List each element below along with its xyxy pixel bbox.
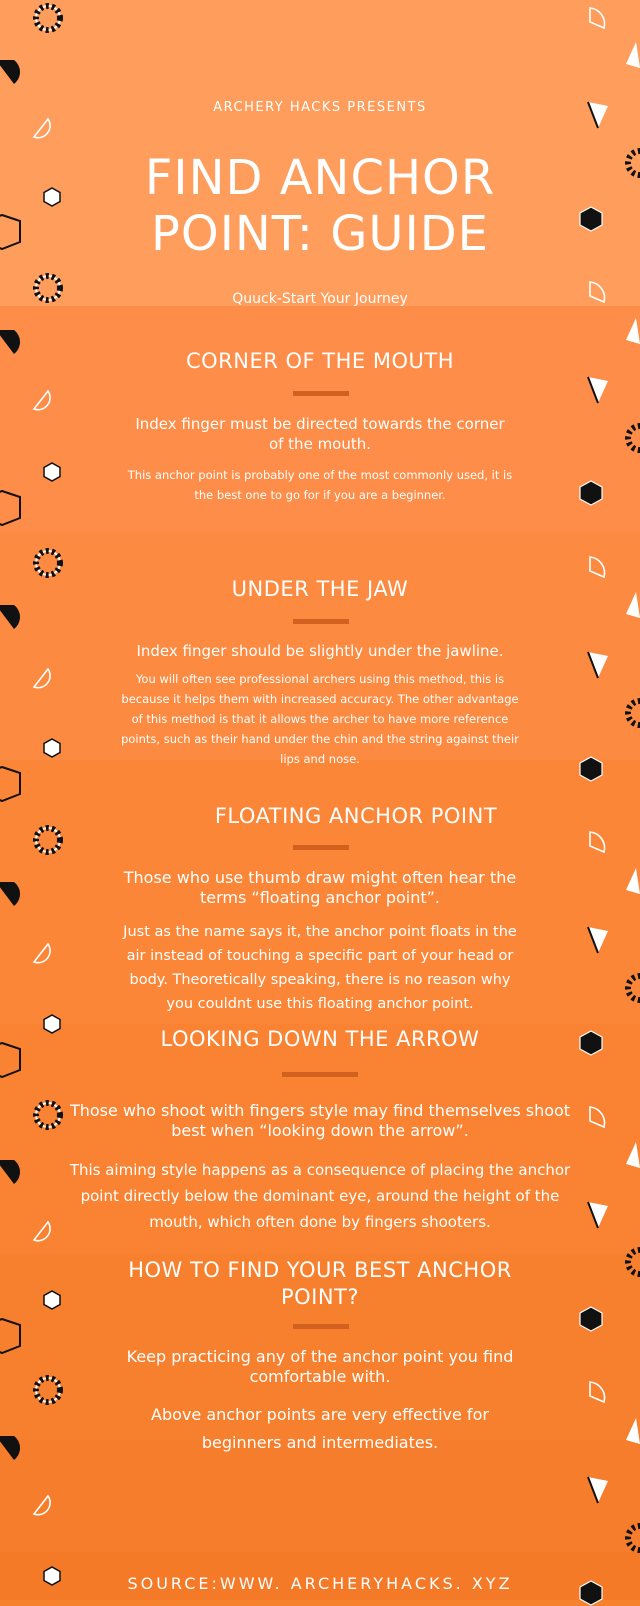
section-heading-under-the-jaw: UNDER THE JAW [231,577,409,601]
section-lead [0,1347,640,1387]
lead-line: Index finger should be slightly under the jawline. [136,642,504,660]
footer-source: SOURCE:WWW. ARCHERYHACKS. XYZ [127,1574,513,1593]
body-line: You will often see professional archers using this method, this is [135,672,505,686]
spiky-ring-icon [622,1520,640,1556]
section-body [0,669,640,769]
section-heading-looking-down-the-arrow: LOOKING DOWN THE ARROW [160,1027,480,1051]
body-line: point directly below the dominant eye, around the height of the [80,1187,560,1205]
body-line: Just as the name says it, the anchor point floats in the [123,924,517,940]
body-line: Above anchor points are very effective for [151,1405,489,1424]
section-body [0,1157,640,1235]
lead-line: of the mouth. [268,435,372,453]
subtitle-text: Quuck-Start Your Journey [232,291,408,307]
heading-line: HOW TO FIND YOUR BEST ANCHOR [128,1258,512,1282]
section-lead [0,641,640,661]
quarter-circle-icon [30,115,52,139]
section-heading-how-to-find [0,1257,640,1311]
body-line: the best one to go for if you are a beginner. [194,488,446,502]
lead-line: Index finger must be directed towards the corner [135,415,505,433]
half-circle-icon [0,605,20,631]
body-line: body. Theoretically speaking, there is no reason why [129,972,511,988]
quarter-circle-icon [584,6,608,32]
body-line: lips and nose. [280,752,360,766]
body-line: beginners and intermediates. [201,1433,439,1452]
section-lead [0,868,640,908]
section-lead [0,1101,640,1141]
body-line: of this method is that it allows the archer to have more reference [131,712,509,726]
lead-line: Those who use thumb draw might often hear the [123,868,517,887]
body-line: mouth, which often done by fingers shooters. [149,1213,491,1231]
body-line: air instead of touching a specific part of your head or [126,948,514,964]
lead-line: terms “floating anchor point”. [200,888,440,907]
wedge-icon [622,40,640,70]
hexagon-outline-icon [0,764,24,804]
heading-underline [293,391,349,396]
body-line: you couldnt use this floating anchor point. [166,996,474,1012]
section-body [0,920,640,1016]
lead-line: comfortable with. [249,1367,391,1386]
section-body [0,465,640,505]
spiky-ring-icon [30,0,66,36]
heading-line: POINT? [280,1285,360,1309]
quarter-circle-icon [30,1492,52,1516]
heading-underline [293,619,349,624]
wedge-icon [586,1475,612,1505]
body-line: points, such as their hand under the chin and the string against their [121,732,519,746]
section-heading-floating-anchor-point: FLOATING ANCHOR POINT [214,804,498,828]
lead-line: Keep practicing any of the anchor point you find [126,1347,514,1366]
title-line-2: POINT: GUIDE [150,206,490,262]
wedge-icon [586,375,612,405]
half-circle-icon [0,60,20,86]
body-line: because it helps them with increased accuracy. The other advantage [121,692,519,706]
section-lead [0,414,640,454]
wedge-icon [622,316,640,346]
lead-line: Those who shoot with fingers style may find themselves shoot [69,1101,571,1120]
body-line: This anchor point is probably one of the most commonly used, it is [127,468,513,482]
quarter-circle-icon [584,830,608,856]
eyebrow-text: ARCHERY HACKS PRESENTS [213,100,427,115]
quarter-circle-icon [30,387,52,411]
heading-underline [293,845,349,850]
title-line-1: FIND ANCHOR [144,150,496,206]
heading-underline [293,1324,349,1329]
page-title [0,150,640,262]
body-line: This aiming style happens as a consequence of placing the anchor [69,1161,571,1179]
lead-line: best when “looking down the arrow”. [171,1121,469,1140]
section-heading-corner-of-mouth: CORNER OF THE MOUTH [185,349,454,373]
section-body [0,1401,640,1457]
heading-underline [282,1072,358,1077]
